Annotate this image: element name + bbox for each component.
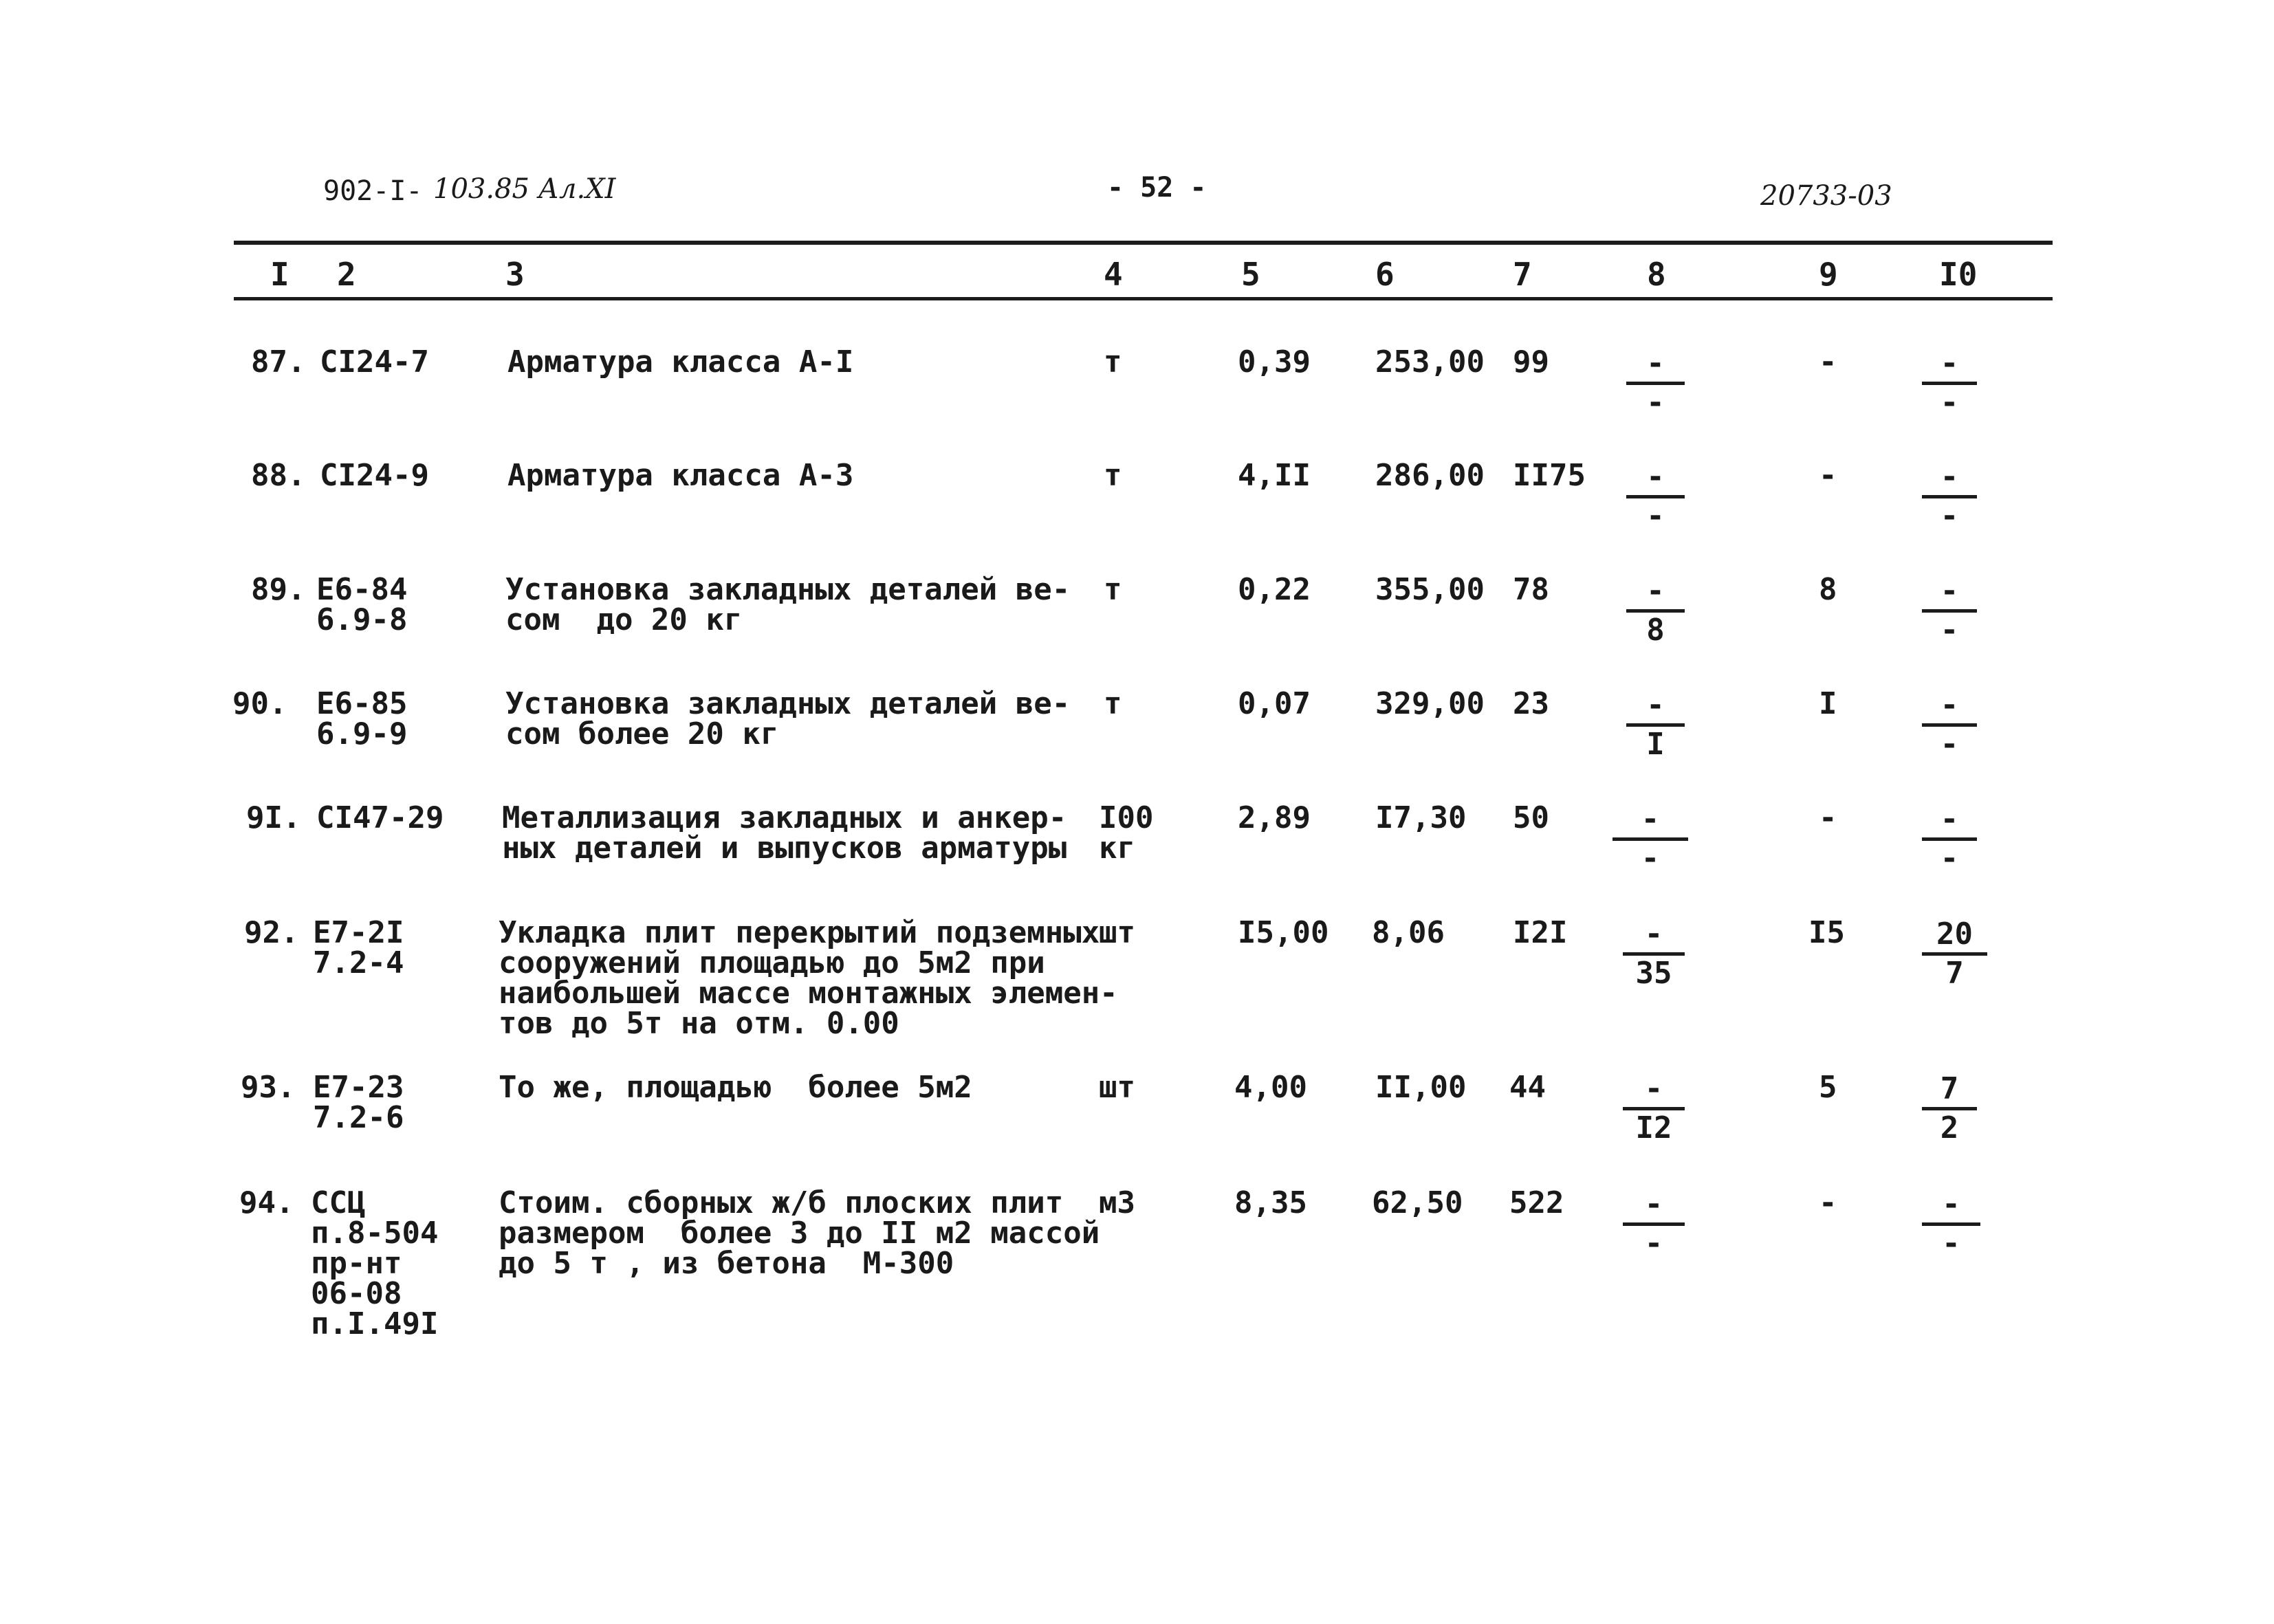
unit-price: 355,00 <box>1375 572 1485 607</box>
total-cost: 50 <box>1513 800 1549 835</box>
quantity: I5,00 <box>1238 915 1329 950</box>
unit: шт <box>1099 1070 1135 1105</box>
quantity: 0,22 <box>1238 572 1311 607</box>
row-number: 93. <box>241 1070 296 1105</box>
work-description: Укладка плит перекрытий подземных сооружений площадью до 5м2 при наибольшей массе монтажных элемен- тов до 5т на отм. 0.00 <box>499 915 1118 1041</box>
col-header-3: 3 <box>505 256 525 293</box>
norm-code: CI24-9 <box>320 458 429 493</box>
doc-code-handwritten: 103.85 Ал.XI <box>433 173 616 205</box>
col9-value: 8 <box>1819 572 1837 607</box>
col-header-7: 7 <box>1513 256 1532 293</box>
unit-price: II,00 <box>1375 1070 1467 1105</box>
work-description: Установка закладных деталей ве- сом до 20 кг <box>505 572 1071 637</box>
col-header-10: I0 <box>1939 256 1978 293</box>
unit-price: 62,50 <box>1372 1185 1463 1220</box>
norm-code: CI24-7 <box>320 344 429 380</box>
work-description: Металлизация закладных и анкер- ных деталей и выпусков арматуры <box>502 800 1067 866</box>
work-description: Стоим. сборных ж/б плоских плит размером более 3 до II м2 массой до 5 т , из бетона М-300 <box>499 1185 1100 1281</box>
col10-fraction: - - <box>1922 347 1977 419</box>
row-number: 92. <box>244 915 299 950</box>
col8-fraction: - 35 <box>1623 918 1685 990</box>
total-cost: 99 <box>1513 344 1549 380</box>
work-description: Арматура класса А-I <box>507 344 854 380</box>
col8-fraction: - - <box>1626 461 1685 533</box>
row-number: 9I. <box>246 800 301 835</box>
col9-value: - <box>1819 1185 1837 1220</box>
col9-value: - <box>1819 458 1837 493</box>
unit-price: 253,00 <box>1375 344 1485 380</box>
row-number: 87. <box>251 344 306 380</box>
unit: т <box>1104 458 1122 493</box>
unit-price: I7,30 <box>1375 800 1467 835</box>
col-header-8: 8 <box>1647 256 1666 293</box>
unit: I00 кг <box>1099 800 1154 866</box>
norm-code: Е6-85 6.9-9 <box>316 686 408 751</box>
col8-fraction: - I2 <box>1623 1073 1685 1145</box>
total-cost: 23 <box>1513 686 1549 721</box>
table-header-rule <box>234 297 2053 300</box>
quantity: 2,89 <box>1238 800 1311 835</box>
col10-fraction: 7 2 <box>1922 1073 1977 1145</box>
quantity: 0,39 <box>1238 344 1311 380</box>
total-cost: 44 <box>1509 1070 1546 1105</box>
quantity: 4,II <box>1238 458 1311 493</box>
col8-fraction: - - <box>1626 347 1685 419</box>
doc-code: 902-I- <box>323 175 423 207</box>
row-number: 89. <box>251 572 306 607</box>
work-description: То же, площадью более 5м2 <box>499 1070 972 1105</box>
work-description: Арматура класса А-3 <box>507 458 854 493</box>
norm-code: CI47-29 <box>316 800 444 835</box>
page-number: - 52 - <box>1107 172 1207 204</box>
quantity: 0,07 <box>1238 686 1311 721</box>
col-header-9: 9 <box>1819 256 1838 293</box>
col8-fraction: - I <box>1626 689 1685 761</box>
work-description: Установка закладных деталей ве- сом более 20 кг <box>505 686 1071 751</box>
col8-fraction: - 8 <box>1626 575 1685 647</box>
row-number: 94. <box>239 1185 294 1220</box>
col-header-6: 6 <box>1375 256 1395 293</box>
row-number: 88. <box>251 458 306 493</box>
col-header-5: 5 <box>1241 256 1260 293</box>
total-cost: II75 <box>1513 458 1586 493</box>
col10-fraction: - - <box>1922 575 1977 647</box>
table-top-rule <box>234 241 2053 245</box>
total-cost: 522 <box>1509 1185 1564 1220</box>
col9-value: I5 <box>1808 915 1845 950</box>
col10-fraction: - - <box>1922 689 1977 761</box>
quantity: 8,35 <box>1234 1185 1307 1220</box>
col-header-2: 2 <box>337 256 356 293</box>
unit: т <box>1104 344 1122 380</box>
total-cost: I2I <box>1513 915 1568 950</box>
col9-value: I <box>1819 686 1837 721</box>
norm-code: ССЦ п.8-504 пр-нт 06-08 п.I.49I <box>311 1185 439 1341</box>
col10-fraction: - - <box>1922 1188 1980 1260</box>
row-number: 90. <box>232 686 287 721</box>
norm-code: Е7-2I 7.2-4 <box>313 915 404 980</box>
unit-price: 329,00 <box>1375 686 1485 721</box>
total-cost: 78 <box>1513 572 1549 607</box>
archive-number: 20733-03 <box>1760 180 1892 212</box>
col-header-1: I <box>270 256 289 293</box>
col10-fraction: - - <box>1922 803 1977 875</box>
unit-price: 8,06 <box>1372 915 1445 950</box>
unit: шт <box>1099 915 1135 950</box>
unit: т <box>1104 686 1122 721</box>
quantity: 4,00 <box>1234 1070 1307 1105</box>
col10-fraction: 20 7 <box>1922 918 1987 990</box>
col-header-4: 4 <box>1104 256 1123 293</box>
col8-fraction: - - <box>1623 1188 1685 1260</box>
col9-value: - <box>1819 800 1837 835</box>
unit-price: 286,00 <box>1375 458 1485 493</box>
unit: т <box>1104 572 1122 607</box>
col9-value: - <box>1819 344 1837 380</box>
col8-fraction: - - <box>1612 803 1688 875</box>
norm-code: Е6-84 6.9-8 <box>316 572 408 637</box>
col10-fraction: - - <box>1922 461 1977 533</box>
norm-code: Е7-23 7.2-6 <box>313 1070 404 1135</box>
unit: м3 <box>1099 1185 1135 1220</box>
col9-value: 5 <box>1819 1070 1837 1105</box>
